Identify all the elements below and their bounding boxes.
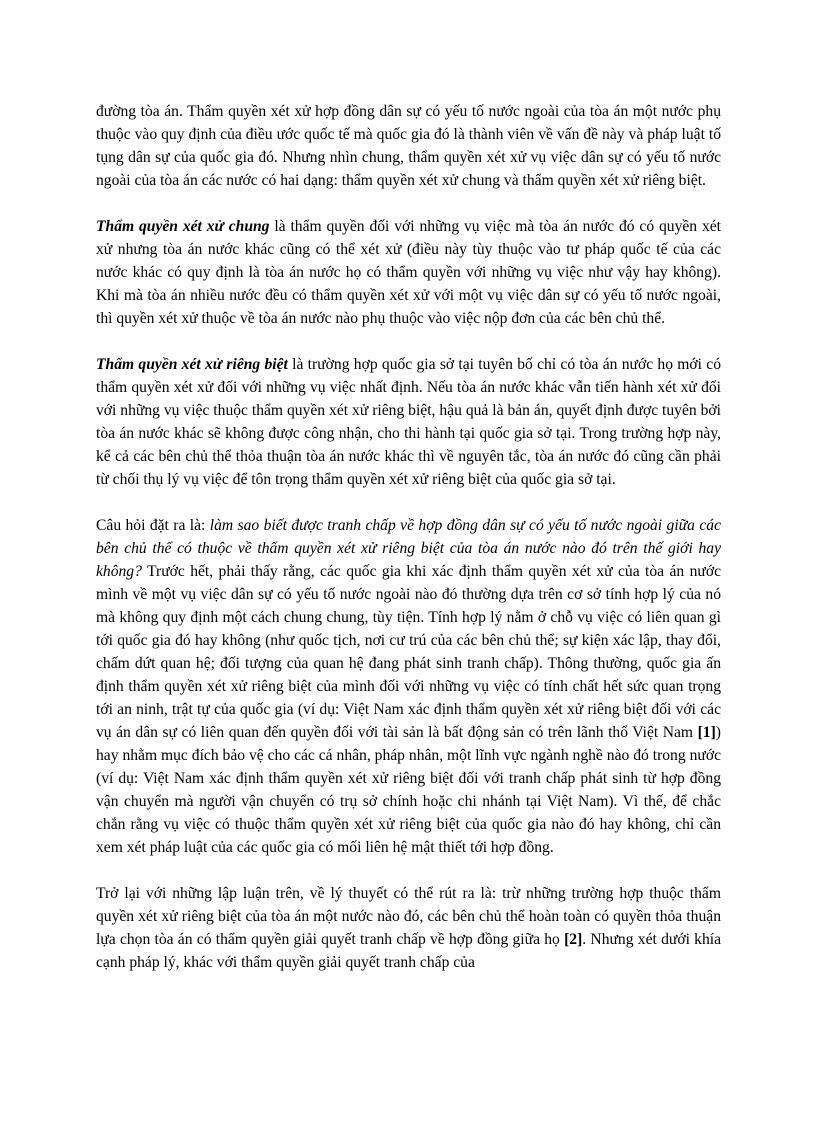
paragraph-exclusive-jurisdiction — [96, 353, 721, 491]
paragraph-conclusion — [96, 882, 721, 974]
paragraph-text: ) hay nhằm mục đích bảo vệ cho các cá nhân, pháp nhân, một lĩnh vực ngành nghề nào đó trong nước (ví dụ: Việt Nam xác định thẩm quyền xét xử riêng biệt đối với tranh chấp phát sinh từ hợp đồng vận chuyển mà người vận chuyển có trụ sở chính hoặc chi nhánh tại Việt Nam). Vì thế, để chắc chắn rằng vụ việc có thuộc thẩm quyền xét xử riêng biệt của quốc gia nào đó hay không, chỉ cần xem xét pháp luật của các quốc gia có mối liên hệ mật thiết tới hợp đồng. — [96, 724, 721, 856]
paragraph-text: . Nhưng xét dưới khía cạnh pháp lý, khác với thẩm quyền giải quyết tranh chấp của — [96, 931, 721, 971]
document-page — [96, 100, 721, 997]
paragraph-text: Câu hỏi đặt ra là: — [96, 517, 210, 534]
paragraph-text: Trước hết, phải thấy rằng, các quốc gia khi xác định thẩm quyền xét xử của tòa án nước mình về một vụ việc dân sự có yếu tố nước ngoài nào đó thường dựa trên cơ sở tính hợp lý của nó mà không quy định một cách chung chung, tùy tiện. Tính hợp lý nằm ở chỗ vụ việc có liên quan gì tới quốc gia đó hay không (như quốc tịch, nơi cư trú của các bên chủ thể; sự kiện xác lập, thay đổi, chấm dứt quan hệ; đối tượng của quan hệ đang phát sinh tranh chấp). Thông thường, quốc gia ấn định thẩm quyền xét xử riêng biệt của mình đối với những vụ việc có tính chất hết sức quan trọng tới an ninh, trật tự của quốc gia (ví dụ: Việt Nam xác định thẩm quyền xét xử riêng biệt đối với các vụ án dân sự có liên quan đến quyền đối với tài sản là bất động sản có trên lãnh thổ Việt Nam — [96, 563, 721, 741]
term-general-jurisdiction: Thẩm quyền xét xử chung — [96, 218, 270, 235]
paragraph-general-jurisdiction — [96, 215, 721, 330]
paragraph-question — [96, 514, 721, 859]
paragraph-text: là thẩm quyền đối với những vụ việc mà tòa án nước đó có quyền xét xử nhưng tòa án nước khác cũng có thể xét xử (điều này tùy thuộc vào tư pháp quốc tế của các nước khác có quy định là tòa án nước họ có thẩm quyền với những vụ việc như vậy hay không). Khi mà tòa án nhiều nước đều có thẩm quyền xét xử với một vụ việc dân sự có yếu tố nước ngoài, thì quyền xét xử thuộc về tòa án nước nào phụ thuộc vào việc nộp đơn của các bên chủ thể. — [96, 218, 721, 327]
paragraph-text: Trở lại với những lập luận trên, về lý thuyết có thể rút ra là: trừ những trường hợp thuộc thẩm quyền xét xử riêng biệt của tòa án một nước nào đó, các bên chủ thể hoàn toàn có quyền thỏa thuận lựa chọn tòa án có thẩm quyền giải quyết tranh chấp về hợp đồng giữa họ — [96, 885, 721, 948]
paragraph-text: là trường hợp quốc gia sở tại tuyên bố chỉ có tòa án nước họ mới có thẩm quyền xét xử đối với những vụ việc nhất định. Nếu tòa án nước khác vẫn tiến hành xét xử đối với những vụ việc thuộc thẩm quyền xét xử riêng biệt, hậu quả là bản án, quyết định được tuyên bởi tòa án nước khác sẽ không được công nhận, cho thi hành tại quốc gia sở tại. Trong trường hợp này, kể cả các bên chủ thể thỏa thuận tòa án nước khác thì về nguyên tắc, tòa án nước đó cũng cần phải từ chối thụ lý vụ việc để tôn trọng thẩm quyền xét xử riêng biệt của quốc gia sở tại. — [96, 356, 721, 488]
term-exclusive-jurisdiction: Thẩm quyền xét xử riêng biệt — [96, 356, 288, 373]
footnote-ref-2[interactable]: [2] — [564, 931, 583, 948]
paragraph-intro — [96, 100, 721, 192]
paragraph-text: đường tòa án. Thẩm quyền xét xử hợp đồng dân sự có yếu tố nước ngoài của tòa án một nước phụ thuộc vào quy định của điều ước quốc tế mà quốc gia đó là thành viên về vấn đề này và pháp luật tố tụng dân sự của quốc gia đó. Nhưng nhìn chung, thẩm quyền xét xử vụ việc dân sự có yếu tố nước ngoài của tòa án các nước có hai dạng: thẩm quyền xét xử chung và thẩm quyền xét xử riêng biệt. — [96, 103, 721, 189]
question-text: làm sao biết được tranh chấp về hợp đồng dân sự có yếu tố nước ngoài giữa các bên chủ thể có thuộc về thẩm quyền xét xử riêng biệt của tòa án nước nào đó trên thế giới hay không? — [96, 517, 721, 580]
footnote-ref-1[interactable]: [1] — [697, 724, 716, 741]
